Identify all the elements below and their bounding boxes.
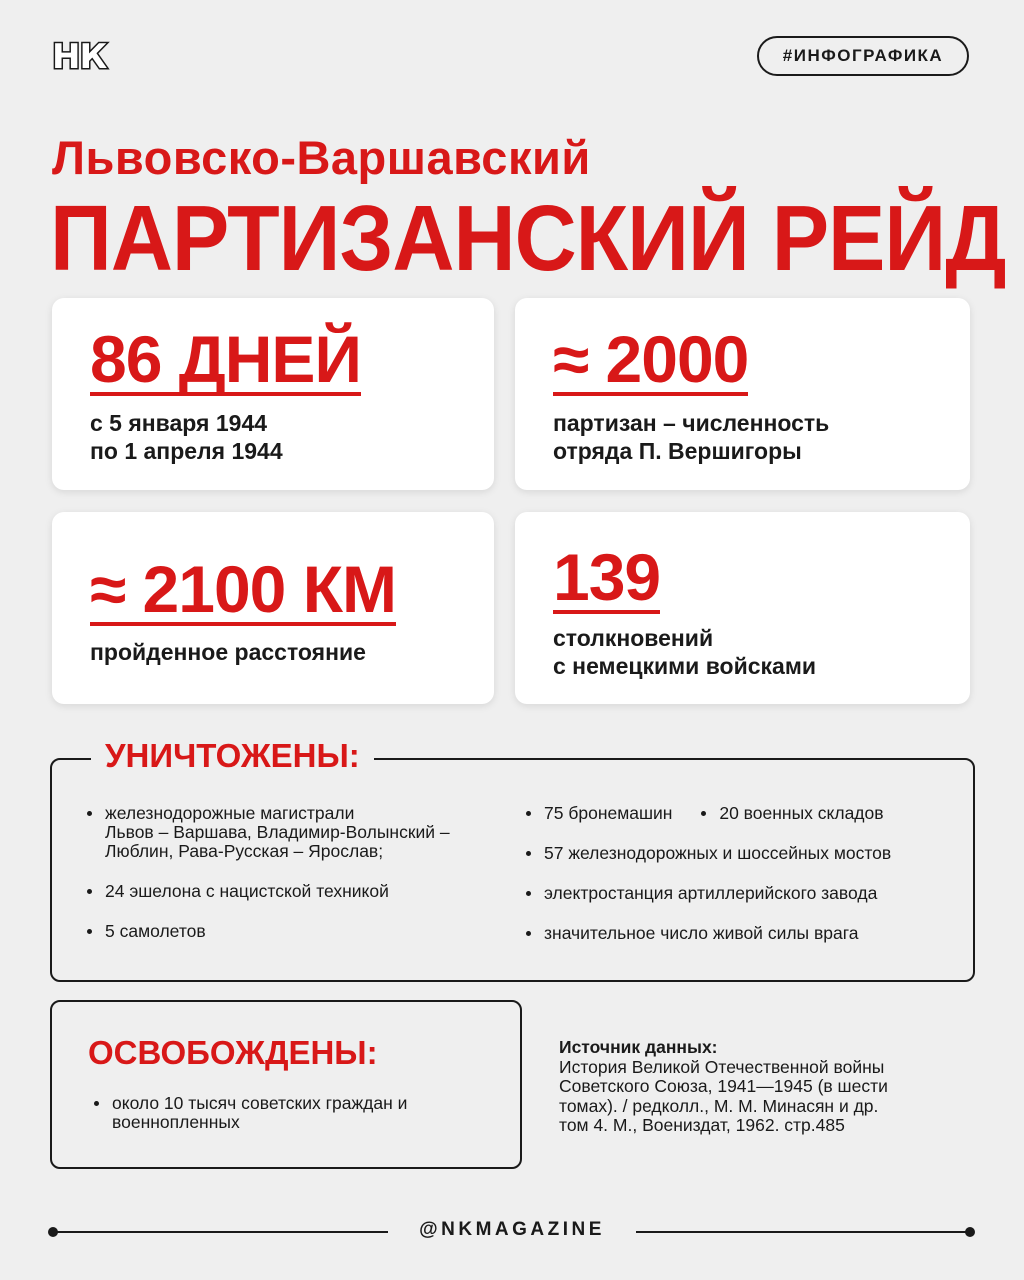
destroyed-list-right <box>526 804 891 964</box>
list-item: железнодорожные магистрали Львов – Варшава, Владимир-Волынский – Люблин, Рава-Русская – Ярослав; <box>87 804 450 861</box>
list-item: 75 бронемашин <box>526 804 672 823</box>
title-line-1: Львовско-Варшавский <box>52 131 591 184</box>
logo: НК <box>52 37 107 77</box>
list-item: 24 эшелона с нацистской техникой <box>87 882 450 901</box>
stat-value: ≈ 2100 КМ <box>90 552 396 626</box>
footer-line-right <box>636 1231 970 1233</box>
destroyed-list-left <box>87 804 450 962</box>
liberated-title: ОСВОБОЖДЕНЫ: <box>88 1034 378 1071</box>
source-note: Источник данных: История Великой Отечественной войны Советского Союза, 1941—1945 (в шести томах). / редколл., М. М. Минасян и др. том 4. М., Воениздат, 1962. стр.485 <box>559 1037 888 1135</box>
infographic-tag: #ИНФОГРАФИКА <box>757 36 969 76</box>
list-item: электростанция артиллерийского завода <box>526 884 891 903</box>
list-item: около 10 тысяч советских граждан и военнопленных <box>94 1094 407 1132</box>
stat-value: 86 ДНЕЙ <box>90 322 361 396</box>
stat-caption: с 5 января 1944 по 1 апреля 1944 <box>90 410 283 464</box>
footer-dot-right <box>965 1227 975 1237</box>
liberated-list <box>94 1094 407 1153</box>
stat-card-partisans <box>515 298 970 490</box>
footer-handle[interactable]: @NKMAGAZINE <box>419 1219 605 1240</box>
list-item: 20 военных складов <box>701 804 883 823</box>
list-item: 57 железнодорожных и шоссейных мостов <box>526 844 891 863</box>
stat-card-days <box>52 298 494 490</box>
list-item: значительное число живой силы врага <box>526 924 891 943</box>
stat-card-clashes <box>515 512 970 704</box>
stat-value: ≈ 2000 <box>553 322 749 396</box>
destroyed-title: УНИЧТОЖЕНЫ: <box>91 737 374 775</box>
stat-caption: столкновений с немецкими войсками <box>553 625 816 679</box>
stat-value: 139 <box>553 540 661 614</box>
stat-caption: пройденное расстояние <box>90 639 366 665</box>
stat-card-distance <box>52 512 494 704</box>
stat-caption: партизан – численность отряда П. Вершигоры <box>553 410 830 464</box>
list-item: 5 самолетов <box>87 922 450 941</box>
source-label: Источник данных: <box>559 1037 718 1057</box>
title-line-2: ПАРТИЗАНСКИЙ РЕЙД <box>50 187 1006 291</box>
